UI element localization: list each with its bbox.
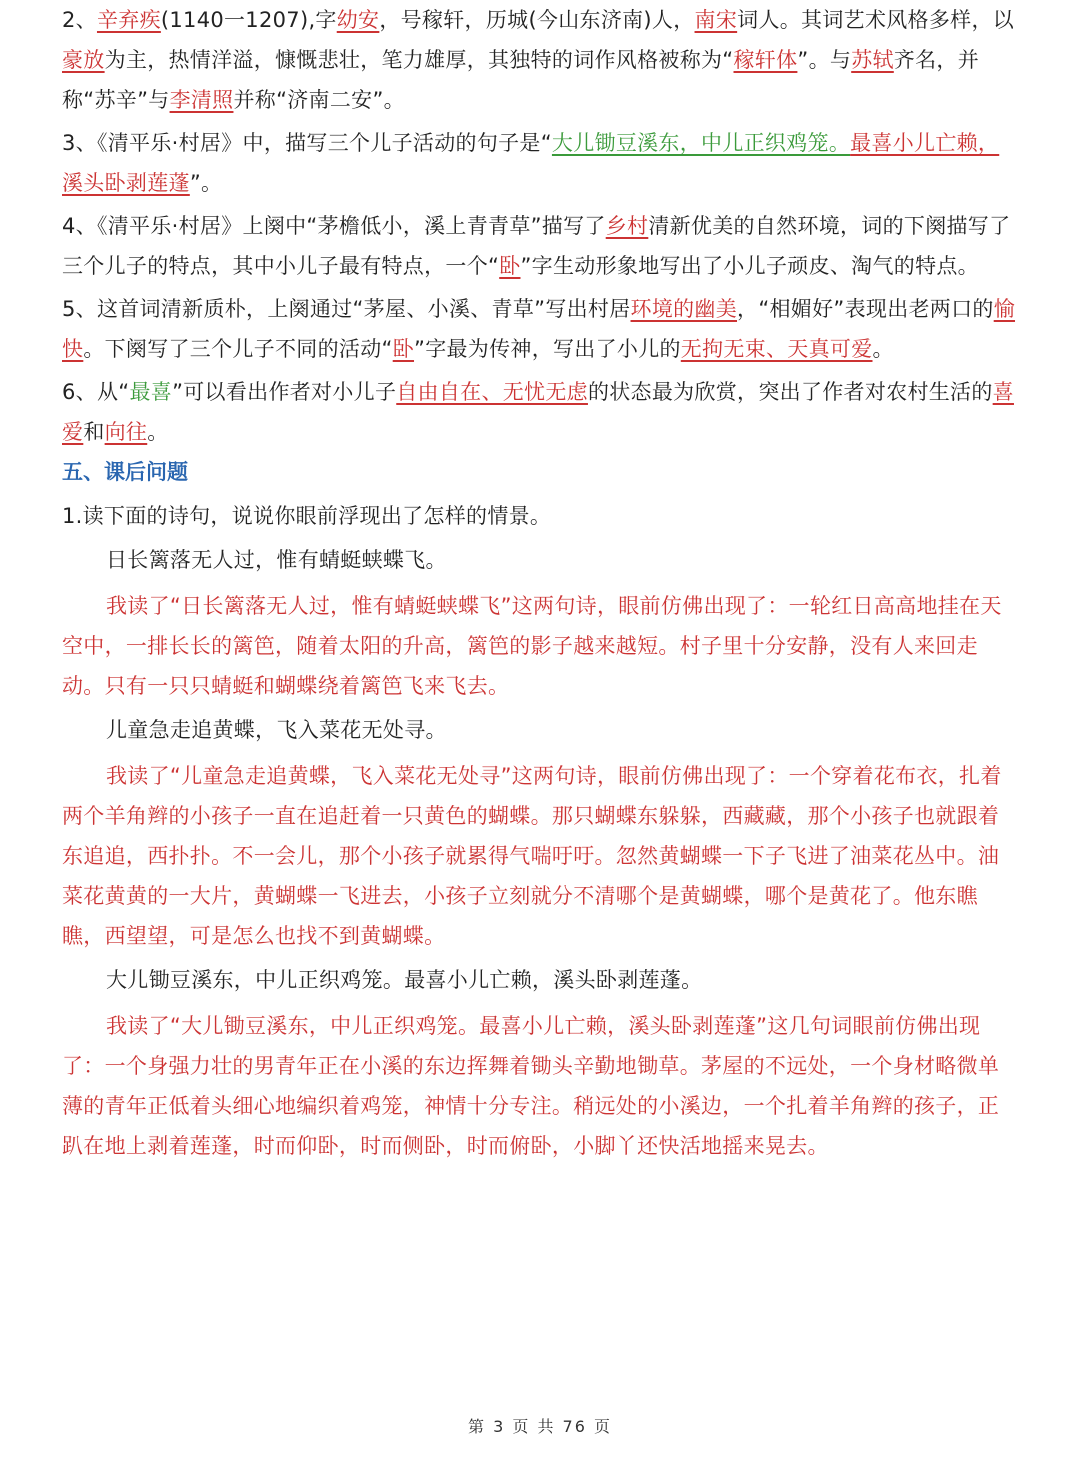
- item-3: 3、《清平乐·村居》中，描写三个儿子活动的句子是“大儿锄豆溪东，中儿正织鸡笼。最喜小儿亡赖，溪头卧剥莲蓬”。: [62, 131, 1000, 195]
- item-2: 2、辛弃疾(1140一1207),字幼安，号稼轩，历城(今山东济南)人，南宋词人。其词艺术风格多样，以豪放为主，热情洋溢，慷慨悲壮，笔力雄厚，其独特的词作风格被称为“稼轩体”。与苏轼齐名，并称“苏辛”与李清照并称“济南二安”。: [62, 8, 1015, 112]
- poem-answer-3: 我读了“大儿锄豆溪东，中儿正织鸡笼。最喜小儿亡赖，溪头卧剥莲蓬”这几句词眼前仿佛出现了：一个身强力壮的男青年正在小溪的东边挥舞着锄头辛勤地锄草。茅屋的不远处，一个身材略微单薄的青年正低着头细心地编织着鸡笼，神情十分专注。稍远处的小溪边，一个扎着羊角辫的孩子，正趴在地上剥着莲蓬，时而仰卧，时而侧卧，时而俯卧，小脚丫还快活地摇来晃去。: [62, 1014, 1000, 1158]
- poem-line-1: 日长篱落无人过，惟有蜻蜓蛱蝶飞。: [106, 548, 447, 572]
- poem-answer-2: 我读了“儿童急走追黄蝶，飞入菜花无处寻”这两句诗，眼前仿佛出现了：一个穿着花布衣，扎着两个羊角辫的小孩子一直在追赶着一只黄色的蝴蝶。那只蝴蝶东躲躲，西藏藏，那个小孩子也就跟着东追追，西扑扑。不一会儿，那个小孩子就累得气喘吁吁。忽然黄蝴蝶一下子飞进了油菜花丛中。油菜花黄黄的一大片，黄蝴蝶一飞进去，小孩子立刻就分不清哪个是黄蝴蝶，哪个是黄花了。他东瞧瞧，西望望，可是怎么也找不到黄蝴蝶。: [62, 764, 1002, 948]
- page-content: [62, 0, 1020, 1166]
- page-number: 第 3 页 共 76 页: [468, 1417, 612, 1436]
- poem-answer-1: 我读了“日长篱落无人过，惟有蜻蜓蛱蝶飞”这两句诗，眼前仿佛出现了：一轮红日高高地挂在天空中，一排长长的篱笆，随着太阳的升高，篱笆的影子越来越短。村子里十分安静，没有人来回走动。只有一只只蜻蜓和蝴蝶绕着篱笆飞来飞去。: [62, 594, 1002, 698]
- section-heading: 五、课后问题: [62, 460, 188, 484]
- item-4: 4、《清平乐·村居》上阕中“茅檐低小，溪上青青草”描写了乡村清新优美的自然环境，词的下阕描写了三个儿子的特点，其中小儿子最有特点，一个“卧”字生动形象地写出了小儿子顽皮、淘气的特点。: [62, 214, 1011, 278]
- poem-line-2: 儿童急走追黄蝶，飞入菜花无处寻。: [106, 718, 447, 742]
- question-1: 1.读下面的诗句，说说你眼前浮现出了怎样的情景。: [62, 504, 552, 528]
- item-6: 6、从“最喜”可以看出作者对小儿子自由自在、无忧无虑的状态最为欣赏，突出了作者对农村生活的喜爱和向往。: [62, 380, 1014, 444]
- poem-line-3: 大儿锄豆溪东，中儿正织鸡笼。最喜小儿亡赖，溪头卧剥莲蓬。: [106, 968, 703, 992]
- item-5: 5、这首词清新质朴，上阕通过“茅屋、小溪、青草”写出村居环境的幽美，“相媚好”表现出老两口的愉快。下阕写了三个儿子不同的活动“卧”字最为传神，写出了小儿的无拘无束、天真可爱。: [62, 297, 1016, 361]
